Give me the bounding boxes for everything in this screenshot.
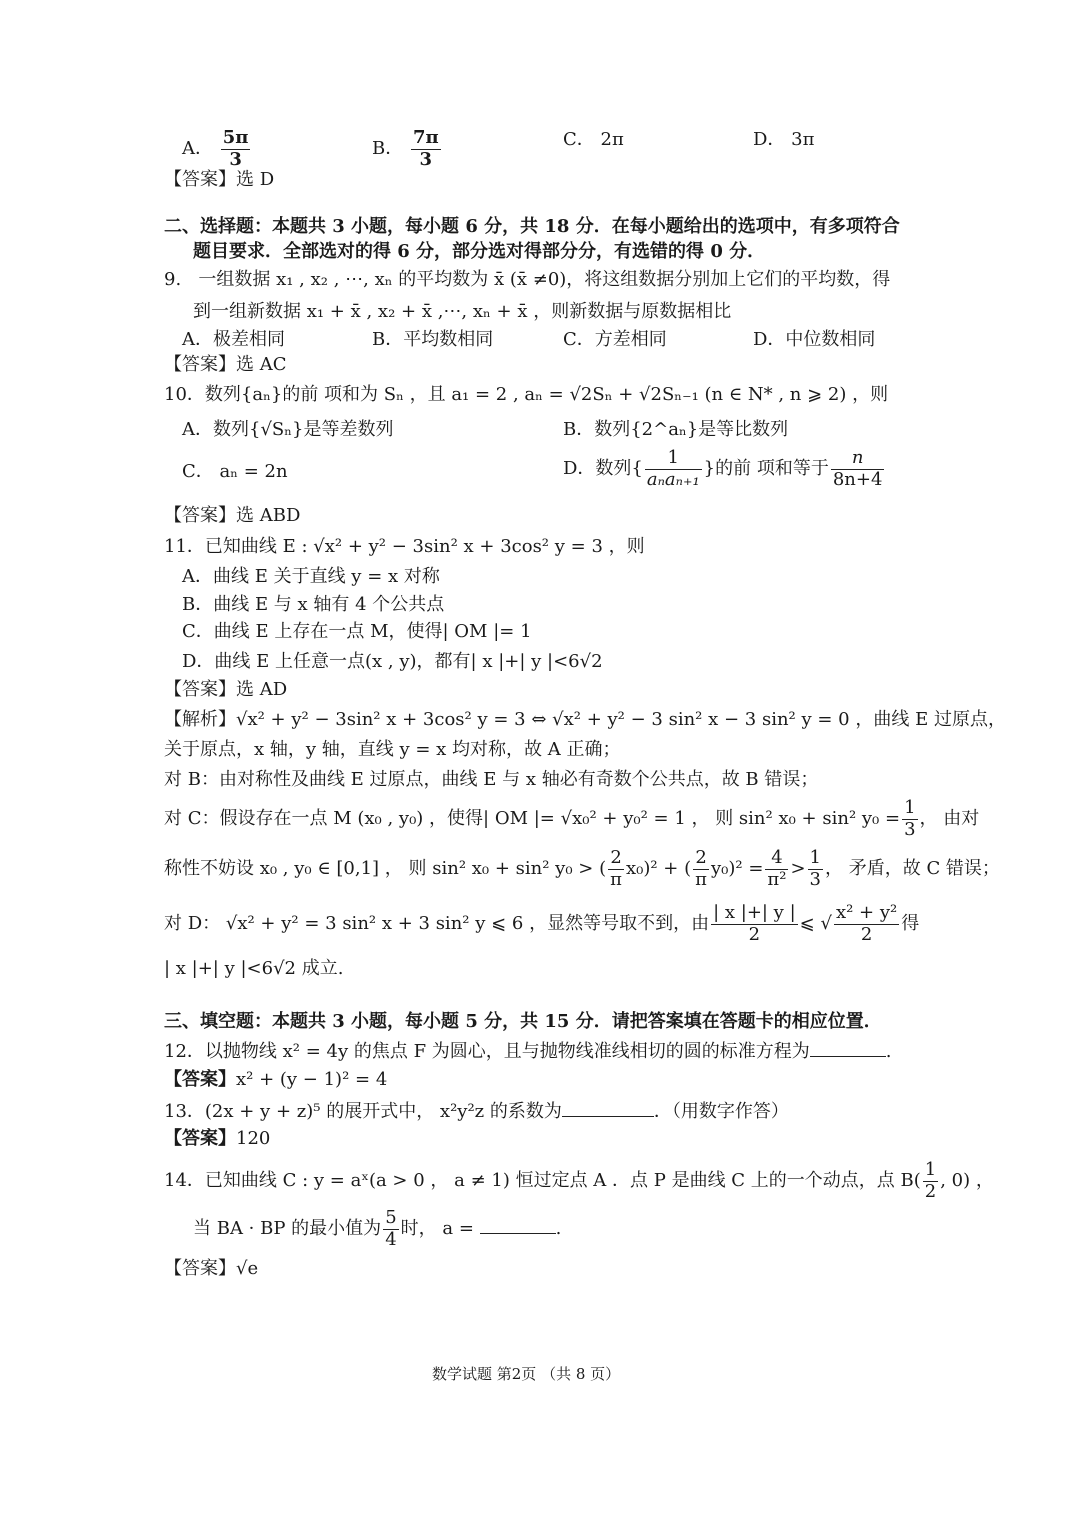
q13-answer-blank[interactable] (562, 1098, 654, 1117)
q9-line2: 到一组新数据 x₁ + x̄ , x₂ + x̄ ,⋯, xₙ + x̄ ，则新数据与原数据相比 (193, 301, 732, 322)
q12-stem: 12．以抛物线 x² = 4y 的焦点 F 为圆心，且与抛物线准线相切的圆的标准方程为 . (164, 1038, 892, 1064)
q11-answer: 【答案】选 AD (164, 679, 288, 700)
q10-option-d: D．数列{ $\frac{1}{\text{aₙaₙ₊₁}}$ }的前 项和等于 $\frac{n}{8n+4}$ (563, 447, 883, 490)
q9-option-a: A．极差相同 (182, 329, 285, 350)
q8-option-d: D． 3π (753, 129, 815, 150)
q11-analysis-line2: 关于原点，x 轴，y 轴，直线 y = x 均对称，故 A 正确； (164, 739, 621, 760)
q9-answer: 【答案】选 AC (164, 354, 287, 375)
q12-answer-blank[interactable] (810, 1038, 886, 1057)
q14-answer: 【答案】√e (164, 1258, 259, 1279)
q14-answer-blank[interactable] (480, 1215, 556, 1234)
q11-analysis-c1: 对 C：假设存在一点 M (x₀ , y₀) ，使得| OM |= √x₀² + y₀² = 1 ， 则 sin² x₀ + sin² y₀ = $\frac{1}{3}$ ， 由对 (164, 797, 980, 840)
q9-option-c: C．方差相同 (563, 329, 667, 350)
q11-analysis-line1: 【解析】√x² + y² − 3sin² x + 3cos² y = 3 ⇔ √x² + y² − 3 sin² x − 3 sin² y = 0 ，曲线 E 过原点， (164, 709, 1006, 730)
q11-analysis-c2: 称性不妨设 x₀ , y₀ ∈ [0,1] ， 则 sin² x₀ + sin² y₀ > ( $\frac{2}{\pi}$ x₀)² + ( $\frac{2}{\pi}$ y₀)² = $\frac{4}{\text{π²}}$ > $\frac{1}{3}$ ， 矛盾，故 C 错误； (164, 847, 1000, 890)
section3-heading: 三、填空题：本题共 3 小题，每小题 5 分，共 15 分．请把答案填在答题卡的相应位置． (164, 1011, 882, 1032)
q14-line1: 14．已知曲线 C : y = aˣ(a > 0 ， a ≠ 1) 恒过定点 A ．点 P 是曲线 C 上的一个动点，点 B( $\frac{1}{2}$ , 0) ， (164, 1159, 994, 1202)
q10-answer: 【答案】选 ABD (164, 505, 301, 526)
q13-answer: 【答案】120 (164, 1128, 271, 1149)
q11-option-b: B．曲线 E 与 x 轴有 4 个公共点 (182, 594, 445, 615)
q10-option-a: A．数列{√Sₙ}是等差数列 (182, 419, 394, 440)
q13-stem: 13．(2x + y + z)⁵ 的展开式中， x²y²z 的系数为 ．（用数字作答） (164, 1098, 789, 1124)
q11-option-a: A．曲线 E 关于直线 y = x 对称 (182, 566, 440, 587)
q11-analysis-d1: 对 D： √x² + y² = 3 sin² x + 3 sin² y ⩽ 6 ，显然等号取不到，由 $\frac{| x |+| y |}{2}$ ⩽ √ $\frac{\text{x² + y²}}{2}$ 得 (164, 902, 920, 945)
q11-option-d: D．曲线 E 上任意一点(x , y)，都有| x |+| y |<6√2 (182, 651, 603, 672)
q11-option-c: C．曲线 E 上存在一点 M，使得| OM |= 1 (182, 621, 532, 642)
q9-option-b: B．平均数相同 (372, 329, 494, 350)
q8-answer: 【答案】选 D (164, 169, 275, 190)
q11-analysis-line3: 对 B：由对称性及曲线 E 过原点，曲线 E 与 x 轴必有奇数个公共点，故 B 错误； (164, 769, 819, 790)
q11-stem: 11．已知曲线 E : √x² + y² − 3sin² x + 3cos² y = 3 ，则 (164, 536, 645, 557)
q11-analysis-d2: | x |+| y |<6√2 成立. (164, 958, 344, 979)
q10-option-c: C． aₙ = 2n (182, 461, 288, 482)
page-footer: 数学试题 第2页 （共 8 页） (432, 1365, 621, 1383)
q8-option-a: A． $\frac{5\pi}{3}$ (182, 127, 249, 170)
q8-option-b: B． $\frac{7\pi}{3}$ (372, 127, 439, 170)
q9-line1: 9. 一组数据 x₁ , x₂ , ⋯, xₙ 的平均数为 x̄ (x̄ ≠0)，将这组数据分别加上它们的平均数，得 (164, 269, 891, 290)
q8-option-c: C． 2π (563, 129, 624, 150)
q12-answer: 【答案】x² + (y − 1)² = 4 (164, 1069, 388, 1090)
q14-line2: 当 BA · BP 的最小值为 $\frac{5}{4}$ 时， a = . (193, 1207, 562, 1250)
q10-option-b: B．数列{2^aₙ}是等比数列 (563, 419, 789, 440)
section2-heading-cont: 题目要求．全部选对的得 6 分，部分选对得部分分，有选错的得 0 分． (193, 241, 766, 262)
q10-stem: 10．数列{aₙ}的前 项和为 Sₙ ，且 a₁ = 2 , aₙ = √2Sₙ + √2Sₙ₋₁ (n ∈ N* , n ⩾ 2) ，则 (164, 384, 889, 405)
section2-heading: 二、选择题：本题共 3 小题，每小题 6 分，共 18 分．在每小题给出的选项中，有多项符合 (164, 216, 900, 237)
q9-option-d: D．中位数相同 (753, 329, 876, 350)
